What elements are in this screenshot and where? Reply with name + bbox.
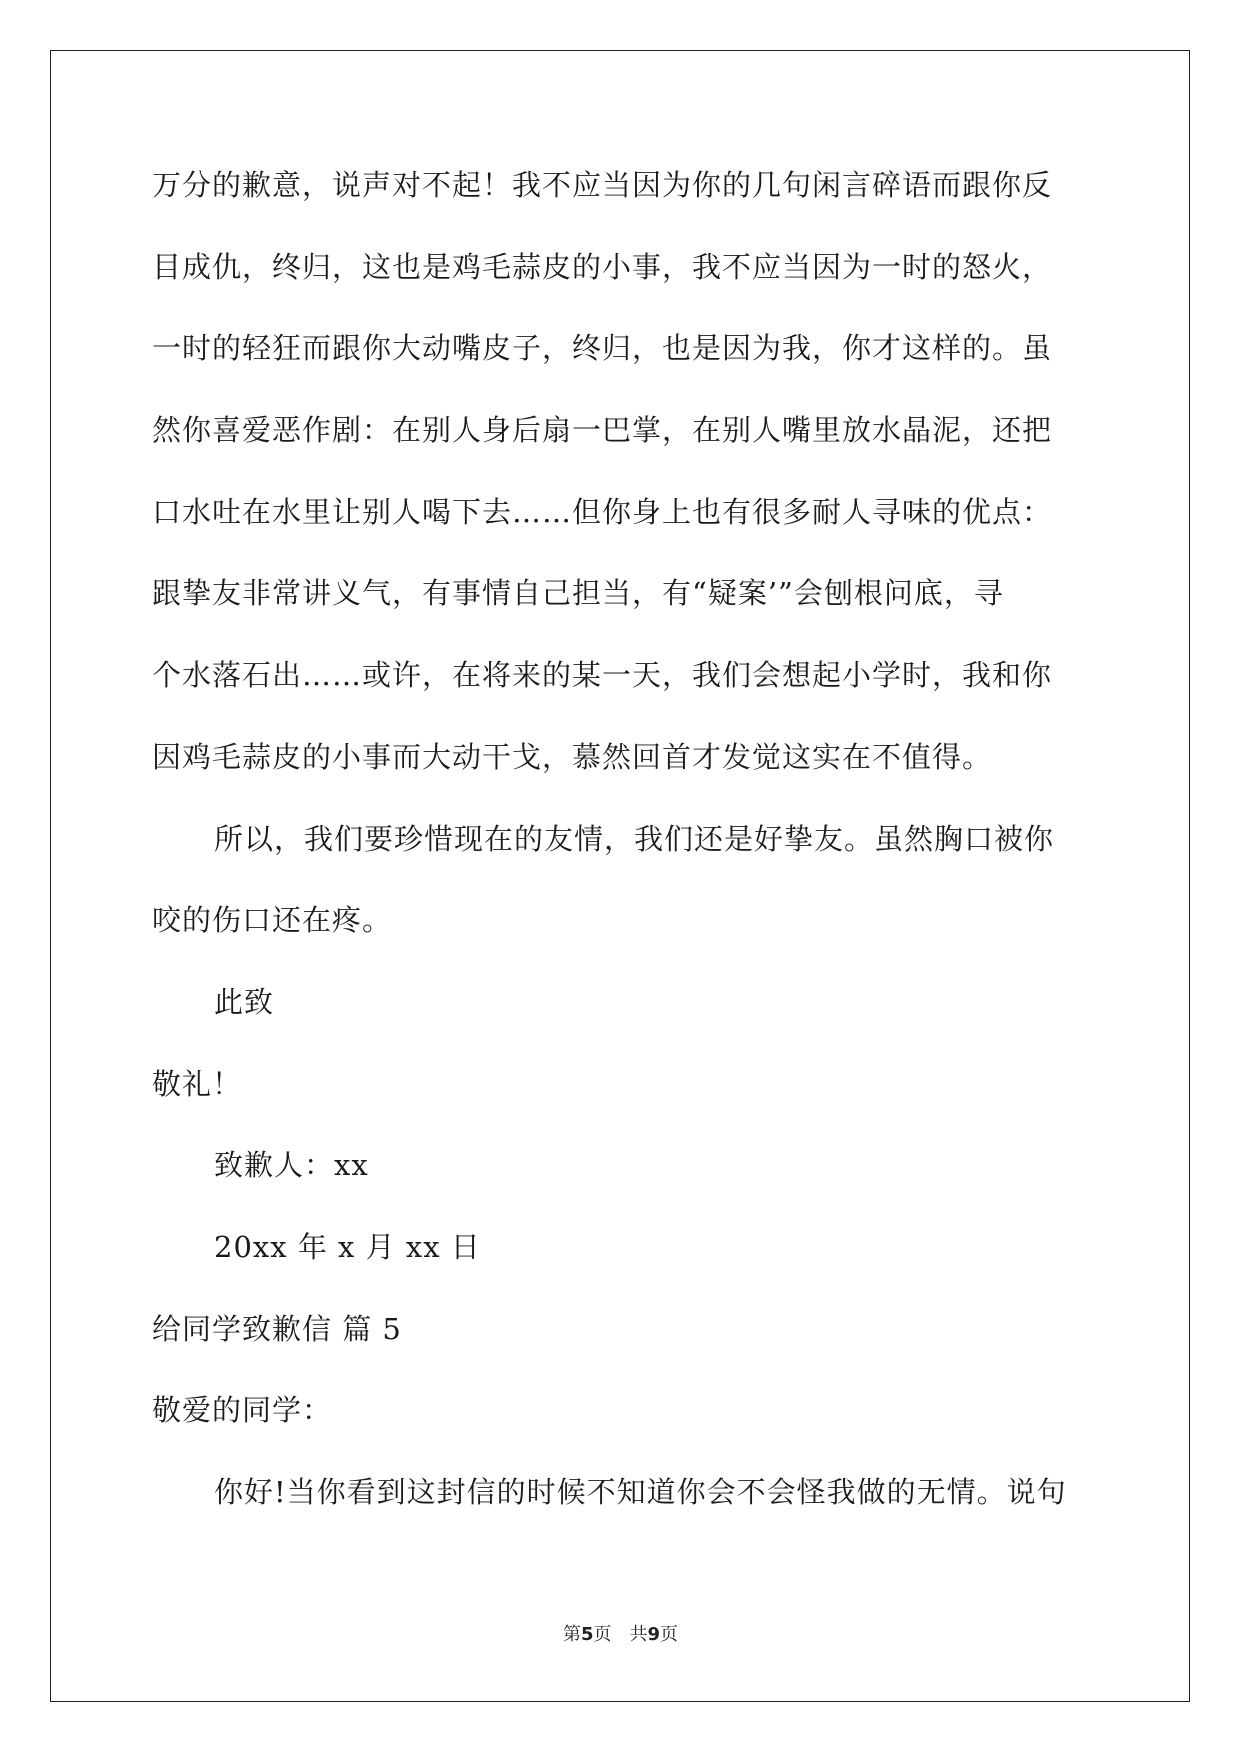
signature-line: 致歉人：xx [214, 1148, 369, 1183]
footer-prefix: 第 [562, 1624, 581, 1645]
letter-opening-line: 你好!当你看到这封信的时候不知道你会不会怪我做的无情。说句 [214, 1475, 1067, 1509]
text-line-8: 因鸡毛蒜皮的小事而大动干戈，慕然回首才发觉这实在不值得。 [152, 739, 993, 774]
text-line-7: 个水落石出……或许，在将来的某一天，我们会想起小学时，我和你 [152, 658, 1053, 693]
text-line-1: 万分的歉意，说声对不起！我不应当因为你的几句闲言碎语而跟你反 [152, 168, 1053, 202]
footer-total-prefix: 共 [629, 1624, 648, 1645]
footer-total-suffix: 页 [660, 1624, 679, 1645]
text-line-3: 一时的轻狂而跟你大动嘴皮子，终归，也是因为我，你才这样的。虽 [152, 331, 1053, 366]
footer-page-word: 页 [593, 1624, 612, 1645]
current-page-number: 5 [580, 1624, 594, 1645]
text-line-4: 然你喜爱恶作剧：在别人身后扇一巴掌，在别人嘴里放水晶泥，还把 [152, 413, 1053, 448]
date-line: 20xx 年 x 月 xx 日 [214, 1229, 481, 1264]
letter-body [152, 160, 1092, 1549]
closing-regards: 敬礼！ [152, 1066, 243, 1101]
greeting-line: 敬爱的同学： [152, 1393, 333, 1428]
paragraph-start-line: 所以，我们要珍惜现在的友情，我们还是好挚友。虽然胸口被你 [214, 821, 1055, 856]
text-line-5: 口水吐在水里让别人喝下去……但你身上也有很多耐人寻味的优点： [152, 494, 1053, 529]
section-heading: 给同学致歉信 篇 5 [152, 1311, 402, 1346]
text-line-10: 咬的伤口还在疼。 [152, 903, 393, 938]
page-footer [0, 1620, 1241, 1646]
text-line-6: 跟挚友非常讲义气，有事情自己担当，有“疑案’”会刨根问底，寻 [152, 576, 1004, 611]
closing-salutation: 此致 [214, 984, 275, 1019]
text-line-2: 目成仇，终归，这也是鸡毛蒜皮的小事，我不应当因为一时的怒火， [152, 249, 1053, 284]
total-pages-number: 9 [647, 1624, 661, 1645]
